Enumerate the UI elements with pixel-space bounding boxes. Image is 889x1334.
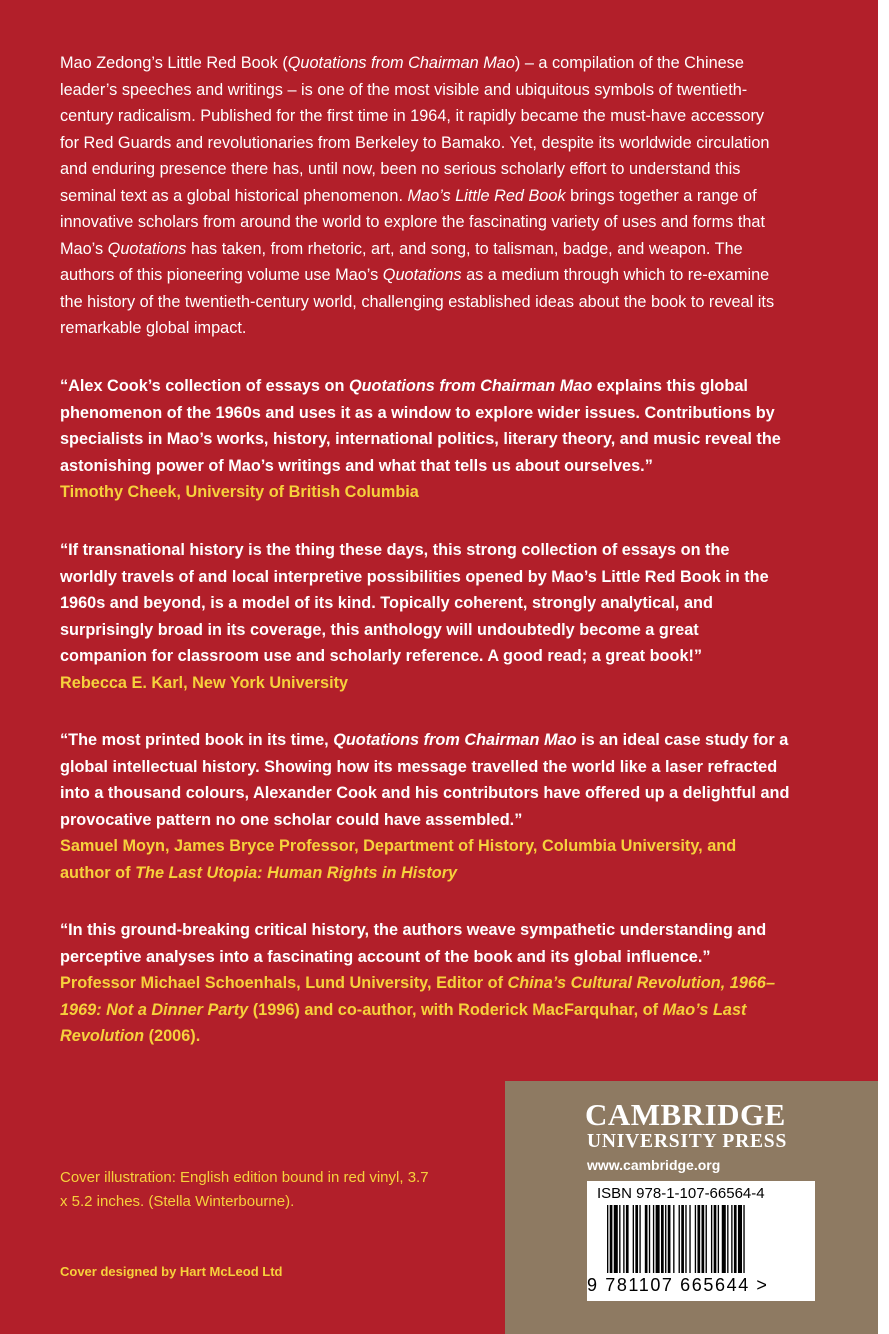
publisher-url: www.cambridge.org	[587, 1157, 721, 1173]
barcode-digits: 9 781107 665644 >	[587, 1275, 769, 1295]
isbn-label: ISBN 978-1-107-66564-4	[597, 1185, 765, 1202]
quote-attribution	[60, 833, 790, 886]
endorsement-quote-1	[60, 373, 790, 506]
blurb-text: has taken, from rhetoric, art, and song, to talisman, badge, and weapon. The authors of this pioneering volume use Mao’s	[60, 239, 743, 284]
attribution-title-italic: China’s Cultural Revolution, 1966–1969: Not a Dinner Party	[60, 974, 776, 1019]
quote-text: explains this global phenomenon of the 1960s and uses it as a window to explore wider issues. Contributions by specialists in Mao’s works, history, international politics, literary theory, and music reveal the astonishing power of Mao’s writings and what that tells us about ourselves.”	[60, 377, 781, 475]
attribution-text: (2006).	[144, 1027, 201, 1045]
endorsement-quote-2	[60, 537, 790, 696]
attribution-title-italic: Mao’s Last Revolution	[60, 1000, 747, 1045]
endorsement-quote-4	[60, 917, 790, 1050]
attribution-text: Professor Michael Schoenhals, Lund University, Editor of	[60, 974, 508, 992]
quote-attribution	[60, 970, 790, 1050]
quote-text: is an ideal case study for a global intellectual history. Showing how its message travelled the world like a laser refracted into a thousand colours, Alexander Cook and his contributors have offered up a delightful and provocative pattern no one scholar could have assembled.”	[60, 731, 790, 829]
attribution-text: Samuel Moyn, James Bryce Professor, Department of History, Columbia University, and author of	[60, 837, 737, 882]
quote-attribution: Timothy Cheek, University of British Columbia	[60, 483, 419, 501]
attribution-text: (1996) and co-author, with Roderick MacFarquhar, of	[248, 1000, 663, 1019]
blurb-text: Mao Zedong’s Little Red Book (	[60, 54, 288, 72]
cover-illustration-credit: Cover illustration: English edition bound in red vinyl, 3.7 x 5.2 inches. (Stella Winterbourne).	[60, 1169, 429, 1210]
attribution-title-italic: The Last Utopia: Human Rights in History	[135, 863, 458, 882]
quote-title-italic: Quotations from Chairman Mao	[333, 731, 577, 749]
isbn-barcode-box	[587, 1181, 815, 1301]
blurb-text: brings together a range of innovative scholars from around the world to explore the fascinating variety of uses and forms that Mao’s	[60, 186, 765, 258]
blurb-title-italic: Quotations	[107, 239, 187, 258]
barcode-icon	[595, 1205, 807, 1275]
cover-designer-credit: Cover designed by Hart McLeod Ltd	[60, 1264, 283, 1279]
quote-text: “In this ground-breaking critical history, the authors weave sympathetic understanding and perceptive analyses into a fascinating account of the book and its global influence.”	[60, 921, 767, 966]
blurb-title-italic: Quotations from Chairman Mao	[287, 54, 515, 72]
endorsement-quote-3	[60, 727, 790, 886]
publisher-logo-name: CAMBRIDGE	[585, 1097, 786, 1132]
quote-text: “Alex Cook’s collection of essays on	[60, 377, 349, 395]
blurb-text: ) – a compilation of the Chinese leader’s speeches and writings – is one of the most visible and ubiquitous symbols of twentieth-century radicalism. Published for the first time in 1964, it rapidly became the must-have accessory for Red Guards and revolutionaries from Berkeley to Bamako. Yet, despite its worldwide circulation and enduring presence there has, until now, been no serious scholarly effort to understand this seminal text as a global historical phenomenon.	[60, 54, 770, 205]
quote-text: “If transnational history is the thing these days, this strong collection of essays on the worldly travels of and local interpretive possibilities opened by Mao’s Little Red Book in the 1960s and beyond, is a model of its kind. Topically coherent, strongly analytical, and surprisingly broad in its coverage, this anthology will undoubtedly become a great companion for classroom use and scholarly reference. A good read; a great book!”	[60, 541, 769, 665]
quote-attribution: Rebecca E. Karl, New York University	[60, 673, 349, 692]
quote-text: “The most printed book in its time,	[60, 731, 334, 749]
description-blurb	[60, 50, 780, 342]
publisher-logo-subtitle: UNIVERSITY PRESS	[587, 1131, 788, 1152]
blurb-title-italic: Mao’s Little Red Book	[407, 186, 566, 205]
publisher-panel	[505, 1081, 878, 1334]
blurb-text: as a medium through which to re-examine the history of the twentieth-century world, challenging established ideas about the book to reveal its remarkable global impact.	[60, 266, 775, 337]
blurb-title-italic: Quotations	[382, 266, 462, 284]
quote-title-italic: Quotations from Chairman Mao	[348, 377, 593, 395]
